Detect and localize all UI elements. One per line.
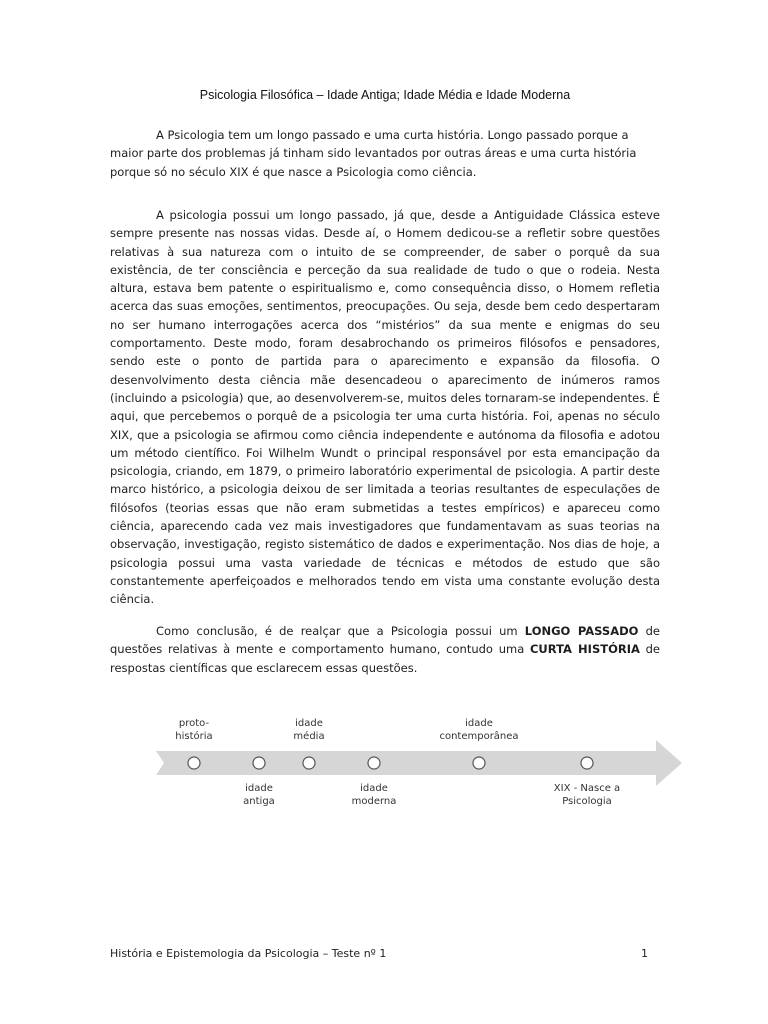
- timeline-label-idade-media: idade média: [293, 718, 325, 742]
- timeline-label-proto-historia: proto- história: [175, 718, 213, 742]
- timeline-label-xix: XIX - Nasce a Psicologia: [553, 783, 621, 807]
- timeline-node-proto-historia: [188, 757, 200, 769]
- timeline-node-idade-contemporanea: [473, 757, 485, 769]
- timeline-node-idade-moderna: [368, 757, 380, 769]
- timeline-label-idade-moderna: idade moderna: [351, 783, 397, 807]
- conclusion-text-2: de questões relativas à mente e comportamento humano, contudo uma: [110, 624, 660, 657]
- conclusion-text-3: de respostas científicas que esclarecem essas questões.: [110, 642, 661, 675]
- timeline-node-xix: [581, 757, 593, 769]
- footer-page-number: 1: [641, 947, 648, 960]
- timeline-label-idade-contemporanea: idade contemporânea: [439, 718, 519, 742]
- timeline-label-idade-antiga: idade antiga: [243, 783, 275, 807]
- timeline-arrow: [156, 740, 682, 786]
- timeline-node-idade-media: [303, 757, 315, 769]
- document-title: Psicologia Filosófica – Idade Antiga; Idade Média e Idade Moderna: [199, 88, 571, 102]
- conclusion-bold-curta-historia: CURTA HISTÓRIA: [529, 642, 640, 657]
- conclusion-bold-longo-passado: LONGO PASSADO: [524, 624, 639, 638]
- conclusion-text-1: Como conclusão, é de realçar que a Psicologia possui um: [156, 624, 525, 638]
- timeline-node-idade-antiga: [253, 757, 265, 769]
- paragraph-main-text: A psicologia possui um longo passado, já que, desde a Antiguidade Clássica esteve sempre presente nas nossas vidas. Desde aí, o Homem dedicou-se a refletir sobre questões relativas à sua natureza com o intuito de se compreender, de saber o porquê da sua existência, de ter consciência e perceção da sua realidade de tudo o que o rodeia. Nesta altura, estava bem patente o espiritualismo e, como consequência disso, o Homem refletia acerca das suas emoções, sentimentos, preocupações. Ou seja, desde bem cedo despertaram no ser humano interrogações acerca dos “mistérios” da sua mente e enigmas do seu comportamento. Deste modo, foram desabrochando os primeiros filósofos e pensadores, sendo este o ponto de partida para o aparecimento e expansão da filosofia. O desenvolvimento desta ciência mãe desencadeou o aparecimento de inúmeros ramos (incluindo a psicologia) que, ao desenvolverem-se, muitos deles tornaram-se independentes. É aqui, que percebemos o porquê de a psicologia ter uma curta história. Foi, apenas no século XIX, que a psicologia se afirmou como ciência independente e autónoma da filosofia e adotou um método científico. Foi Wilhelm Wundt o principal responsável por esta emancipação da psicologia, criando, em 1879, o primeiro laboratório experimental de psicologia. A partir deste marco histórico, a psicologia deixou de ser limitada a teorias resultantes de especulações de filósofos (teorias essas que não eram submetidas a testes empíricos) e apareceu como ciência, aparecendo cada vez mais investigadores que fundamentavam as suas teorias na observação, investigação, registo sistemático de dados e experimentação. Nos dias de hoje, a psicologia possui uma vasta variedade de técnicas e métodos de estudo que são constantemente aperfeiçoados e melhorados tendo em vista uma constante evolução desta ciência.: [110, 208, 660, 607]
- paragraph-intro-text: A Psicologia tem um longo passado e uma curta história. Longo passado porque a maior parte dos problemas já tinham sido levantados por outras áreas e uma curta história porque só no século XIX é que nasce a Psicologia como ciência.: [110, 128, 637, 179]
- footer-course-title: História e Epistemologia da Psicologia – Teste nº 1: [110, 947, 387, 960]
